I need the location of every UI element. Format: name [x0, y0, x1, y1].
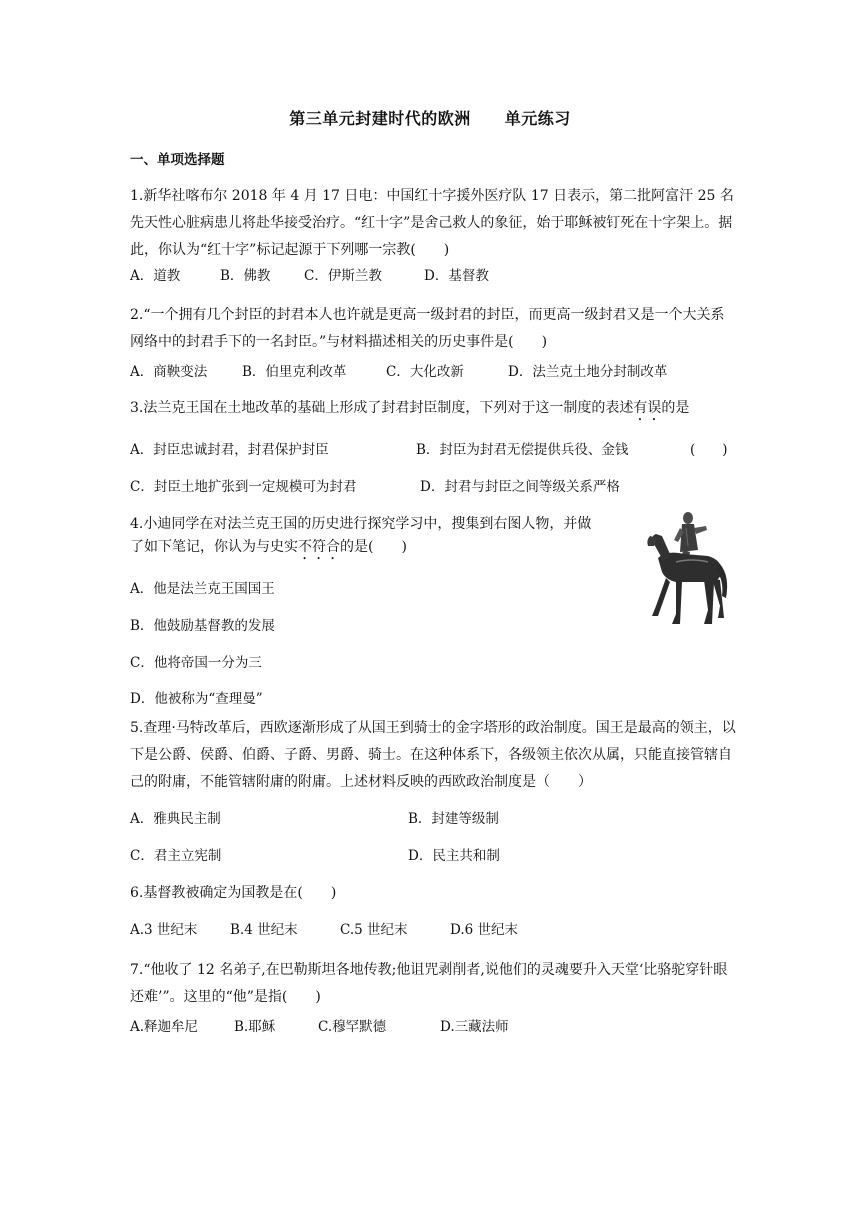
section-heading: 一、单项选择题 [130, 152, 225, 168]
question-6-option-d: D.6 世纪末 [450, 922, 519, 938]
question-4-stem-line1: 4.小迪同学在对法兰克王国的历史进行探究学习中，搜集到右图人物，并做 [130, 516, 592, 532]
question-2-option-d: D．法兰克土地分封制改革 [508, 364, 668, 380]
question-5-option-c: C．君主立宪制 [130, 848, 222, 864]
title-sub: 单元练习 [504, 109, 571, 128]
question-6-option-b: B.4 世纪末 [230, 922, 298, 938]
question-2-stem: 2.“一个拥有几个封臣的封君本人也许就是更高一级封君的封臣，而更高一级封君又是一个大关系网络中的封君手下的一名封臣。”与材料描述相关的历史事件是( ) [130, 307, 725, 350]
question-4-option-a: A．他是法兰克王国国王 [130, 581, 275, 597]
question-7-stem: 7.“他收了 12 名弟子,在巴勒斯坦各地传教;他诅咒剥削者,说他们的灵魂要升入天堂‘比骆驼穿针眼还难’”。这里的“他”是指( ) [130, 962, 728, 1005]
question-1-option-b: B．佛教 [220, 268, 271, 284]
question-6-option-c: C.5 世纪末 [340, 922, 408, 938]
question-2-option-a: A．商鞅变法 [130, 364, 208, 380]
question-6-option-a: A.3 世纪末 [130, 922, 198, 938]
question-5-option-a: A．雅典民主制 [130, 811, 221, 827]
question-3-option-b: B．封臣为封君无偿提供兵役、金钱 [416, 442, 629, 458]
title-main: 第三单元封建时代的欧洲 [289, 109, 471, 128]
page-title [0, 106, 860, 129]
question-3-option-a: A．封臣忠诚封君，封君保护封臣 [130, 442, 329, 458]
question-3-stem: 3.法兰克王国在土地改革的基础上形成了封君封臣制度，下列对于这一制度的表述有误的是 [130, 400, 690, 416]
question-4-option-d: D．他被称为“查理曼” [130, 691, 263, 707]
question-7-option-c: C.穆罕默德 [318, 1019, 387, 1035]
emphasis-text: 不符合 [298, 539, 340, 555]
question-3-option-c: C．封臣土地扩张到一定规模可为封君 [130, 479, 357, 495]
question-2-option-b: B．伯里克利改革 [242, 364, 347, 380]
emphasis-text: 有误 [633, 400, 662, 416]
question-7-option-d: D.三藏法师 [440, 1019, 509, 1035]
question-3-bracket: ( ) [690, 442, 728, 458]
question-5-option-b: B．封建等级制 [408, 811, 499, 827]
question-5-option-d: D．民主共和制 [408, 848, 500, 864]
question-2-option-c: C．大化改新 [386, 364, 464, 380]
question-7-option-a: A.释迦牟尼 [130, 1019, 199, 1035]
question-1-option-a: A．道教 [130, 268, 181, 284]
question-1-stem: 1.新华社喀布尔 2018 年 4 月 17 日电：中国红十字援外医疗队 17 日表示，第二批阿富汗 25 名先天性心脏病患儿将赴华接受治疗。“红十字”是舍己救人的象征，始于耶稣被钉死在十字架上。据此，你认为“红十字”标记起源于下列哪一宗教( ) [130, 188, 734, 258]
question-7-option-b: B.耶稣 [234, 1019, 276, 1035]
question-6-stem: 6.基督教被确定为国教是在( ) [130, 885, 337, 901]
question-4-stem-line2: 了如下笔记，你认为与史实不符合的是( ) [130, 539, 407, 555]
question-5-stem: 5.查理·马特改革后，西欧逐渐形成了从国王到骑士的金字塔形的政治制度。国王是最高的领主，以下是公爵、侯爵、伯爵、子爵、男爵、骑士。在这种体系下，各级领主依次从属，只能直接管辖自己的附庸，不能管辖附庸的附庸。上述材料反映的西欧政治制度是（ ） [130, 720, 736, 790]
question-1-option-d: D．基督教 [424, 268, 489, 284]
equestrian-statue-icon [636, 506, 732, 634]
question-4-option-c: C．他将帝国一分为三 [130, 655, 262, 671]
question-3-option-d: D．封君与封臣之间等级关系严格 [420, 479, 620, 495]
question-4-option-b: B．他鼓励基督教的发展 [130, 618, 275, 634]
question-1-option-c: C．伊斯兰教 [304, 268, 382, 284]
